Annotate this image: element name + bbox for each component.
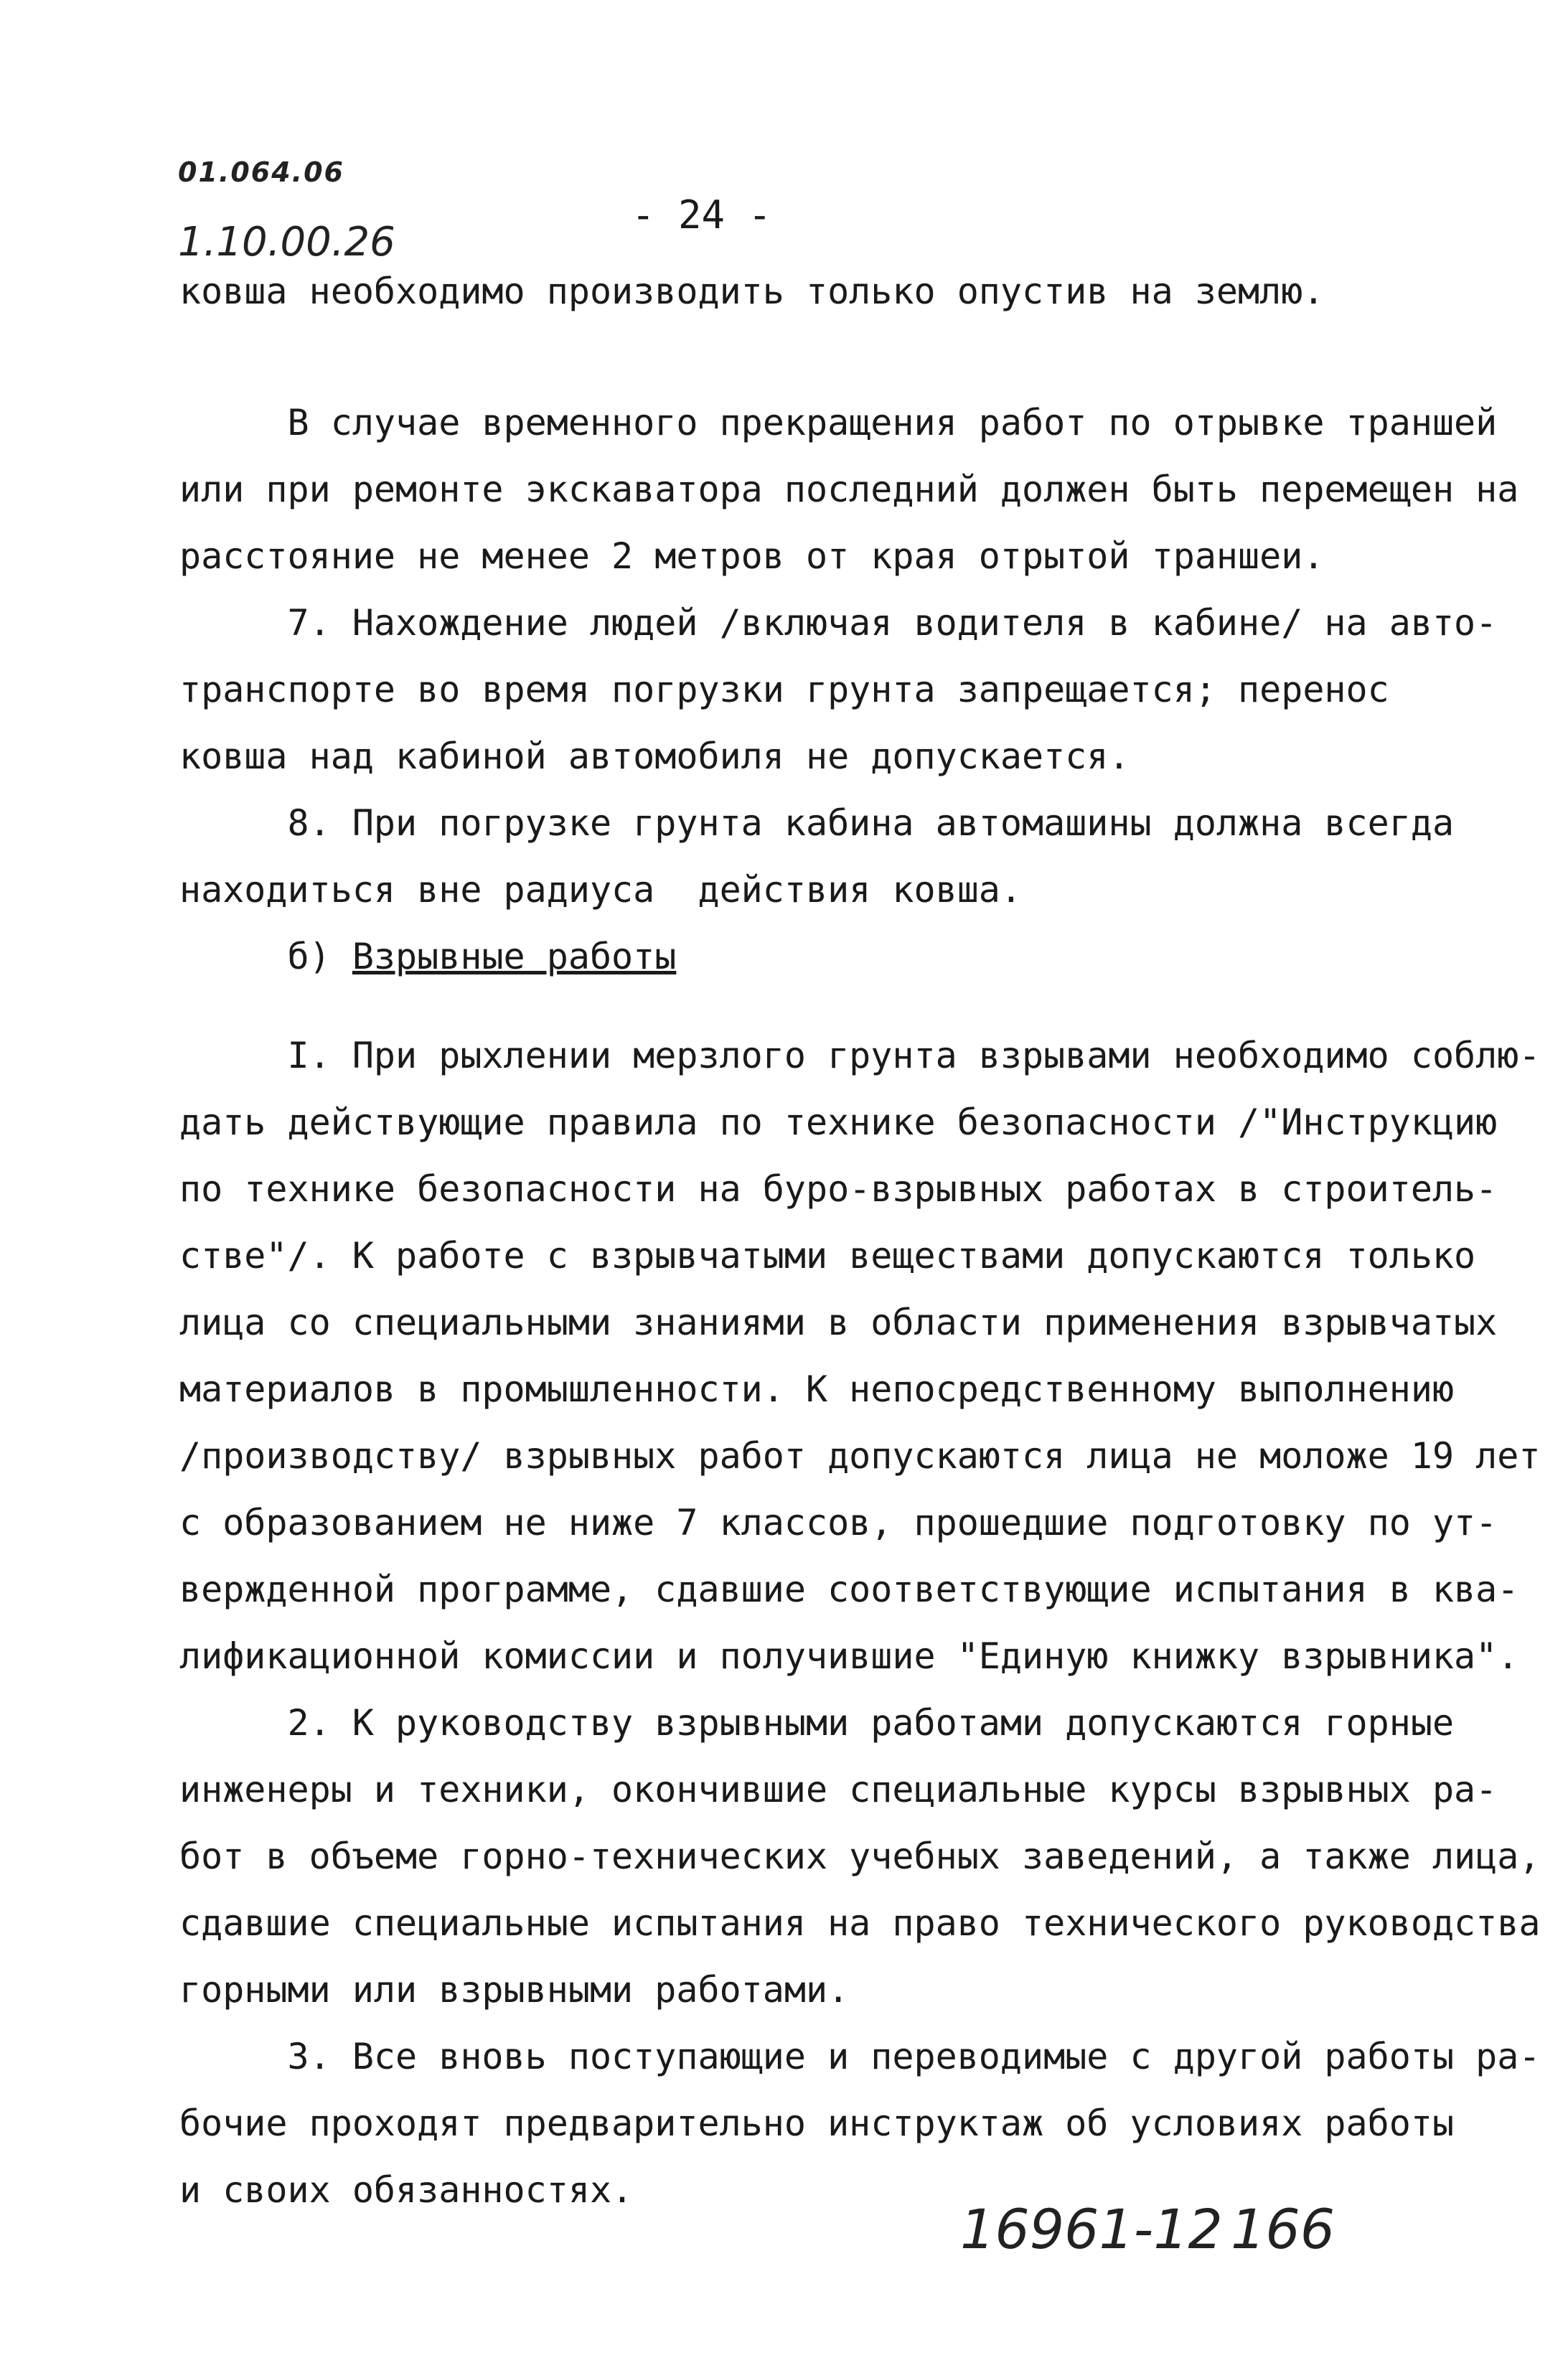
document-code-top: 01.064.06 [178, 156, 344, 188]
text-line: бочие проходят предварительно инструктаж об условиях работы [179, 2102, 1455, 2144]
text-line: расстояние не менее 2 метров от края отрытой траншеи. [179, 535, 1325, 577]
text-line: с образованием не ниже 7 классов, прошедшие подготовку по ут- [179, 1502, 1498, 1543]
text-line: сдавшие специальные испытания на право технического руководства [179, 1902, 1541, 1944]
text-line: бот в объеме горно-технических учебных заведений, а также лица, [179, 1836, 1541, 1877]
text-line: по технике безопасности на буро-взрывных работах в строитель- [179, 1168, 1498, 1210]
section-letter: б) [179, 936, 352, 977]
text-line: материалов в промышленности. К непосредственному выполнению [179, 1368, 1455, 1410]
text-line: или при ремонте экскаватора последний должен быть перемещен на [179, 469, 1519, 510]
sheet-number: 166 [1231, 2197, 1335, 2261]
text-line: и своих обязанностях. [179, 2169, 634, 2211]
text-line: стве"/. К работе с взрывчатыми веществами допускаются только [179, 1235, 1476, 1277]
text-line: горными или взрывными работами. [179, 1969, 850, 2011]
text-line: находиться вне радиуса действия ковша. [179, 869, 1022, 911]
text-line: В случае временного прекращения работ по отрывке траншей [179, 402, 1498, 443]
section-title: Взрывные работы [352, 936, 677, 977]
page-number: - 24 - [632, 192, 772, 238]
document-code-bottom: 1.10.00.26 [178, 219, 395, 266]
text-line: 3. Все вновь поступающие и переводимые с другой работы ра- [179, 2036, 1541, 2077]
text-line: лификационной комиссии и получившие "Единую книжку взрывника". [179, 1635, 1519, 1677]
document-body [179, 258, 1541, 2224]
text-line: ковша над кабиной автомобиля не допускается. [179, 736, 1130, 777]
text-line: дать действующие правила по технике безопасности /"Инструкцию [179, 1101, 1498, 1143]
text-line: /производству/ взрывных работ допускаются лица не моложе 19 лет [179, 1435, 1541, 1477]
section-heading [179, 924, 1450, 990]
text-line: 7. Нахождение людей /включая водителя в кабине/ на авто- [179, 602, 1498, 644]
text-line: инженеры и техники, окончившие специальные курсы взрывных ра- [179, 1769, 1498, 1810]
text-line: I. При рыхлении мерзлого грунта взрывами необходимо соблю- [179, 1035, 1541, 1076]
text-line: вержденной программе, сдавшие соответствующие испытания в ква- [179, 1569, 1519, 1610]
text-line: 2. К руководству взрывными работами допускаются горные [179, 1702, 1455, 1744]
text-line: лица со специальными знаниями в области применения взрывчатых [179, 1302, 1498, 1343]
text-line: транспорте во время погрузки грунта запрещается; перенос [179, 669, 1389, 710]
document-number: 16961-12 [960, 2197, 1223, 2261]
text-line: ковша необходимо производить только опустив на землю. [179, 271, 1325, 312]
text-line: 8. При погрузке грунта кабина автомашины должна всегда [179, 802, 1455, 844]
